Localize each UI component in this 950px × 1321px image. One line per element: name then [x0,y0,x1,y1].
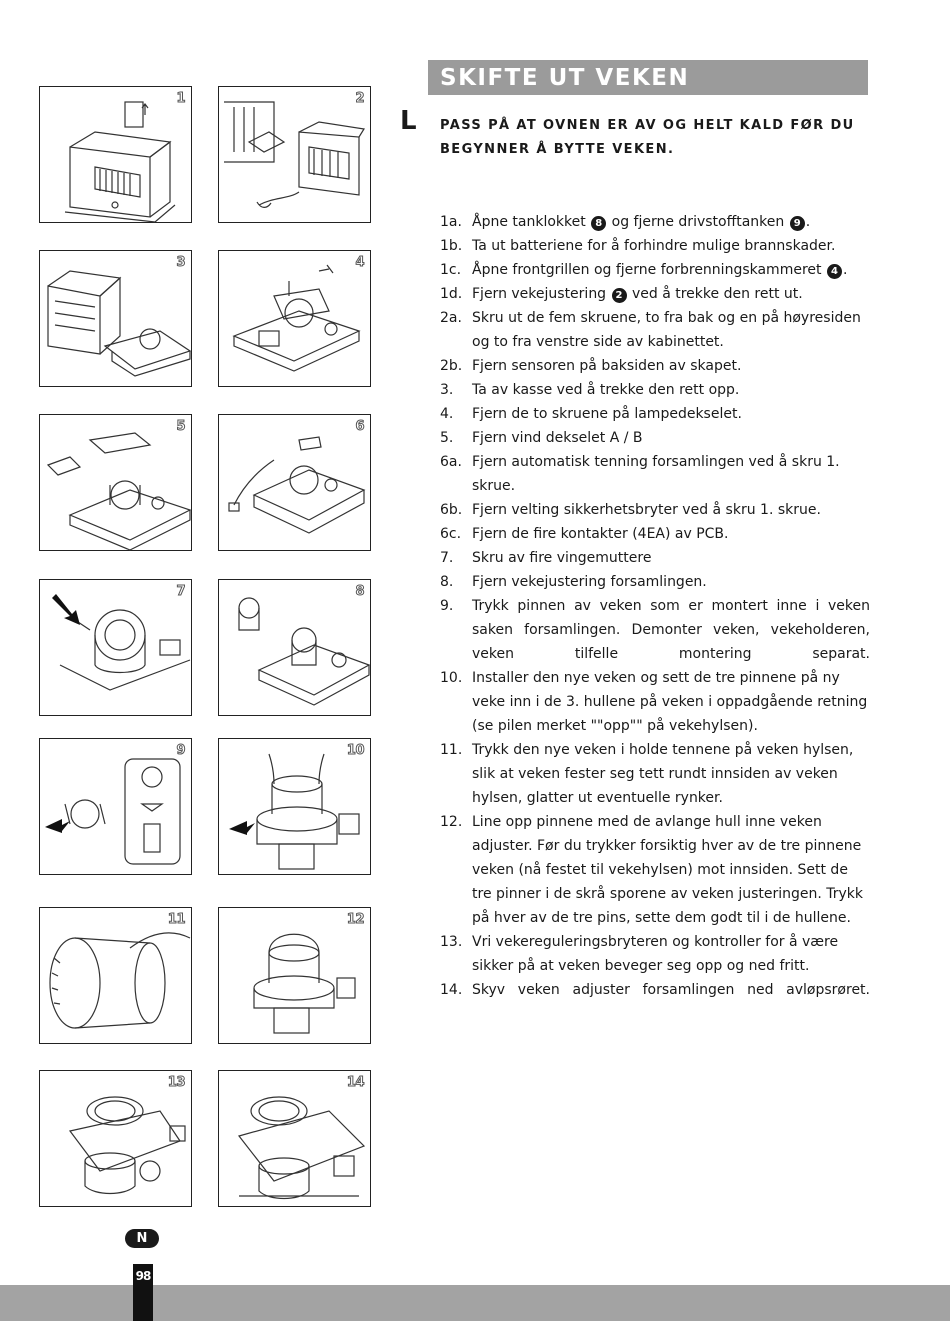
step-text: Fjern de to skruene på lampedekselet. [472,406,742,422]
step-number: 9. [440,598,454,614]
step-text: Fjern automatisk tenning forsamlingen ved å skru 1. skrue. [472,454,840,494]
step-item [440,666,870,738]
step-item [440,306,870,354]
figure-panel-13 [39,1070,192,1207]
figure-number: 10 [346,743,364,758]
step-number: 8. [440,574,454,590]
step-item [440,210,870,234]
figure-number: 13 [167,1075,185,1090]
figure-panel-12 [218,907,371,1044]
heater-illustration [40,87,193,224]
heater-illustration [219,739,372,876]
figure-number: 5 [176,419,185,434]
step-text-part: . [842,262,848,278]
step-item [440,282,870,306]
step-number: 5. [440,430,454,446]
page-number: 98 [133,1264,153,1321]
figure-panel-5 [39,414,192,551]
step-text [472,258,870,282]
heater-illustration [40,739,193,876]
step-number: 1c. [440,262,462,278]
figure-number: 1 [176,91,185,106]
step-text-part: Åpne frontgrillen og fjerne forbrenningskammeret [472,262,822,278]
step-item [440,402,870,426]
heater-illustration [219,908,372,1045]
heater-illustration [40,415,193,552]
step-text: Fjern vind dekselet A / B [472,430,643,446]
step-text [472,210,870,234]
step-item [440,258,870,282]
step-item [440,810,870,930]
step-item [440,738,870,810]
steps-list [440,210,870,1002]
step-item [440,570,870,594]
figure-panel-6 [218,414,371,551]
figure-panel-1 [39,86,192,223]
figure-number: 14 [346,1075,364,1090]
heater-illustration [219,1071,372,1208]
language-badge: N [125,1229,159,1248]
step-item [440,378,870,402]
step-text: Fjern vekejustering forsamlingen. [472,574,707,590]
figure-number: 7 [176,584,185,599]
section-letter: L [400,106,417,136]
step-text: Trykk den nye veken i holde tennene på veken hylsen, slik at veken fester seg tett rundt innsiden av veken hylsen, glatter ut eventuelle rynker. [472,742,854,806]
heater-illustration [219,251,372,388]
step-text-part: Fjern vekejustering [472,286,607,302]
step-text-part: Åpne tanklokket [472,214,586,230]
step-number: 2b. [440,358,463,374]
step-number: 6c. [440,526,462,542]
step-item [440,234,870,258]
step-text: Ta av kasse ved å trekke den rett opp. [472,382,740,398]
step-number: 6b. [440,502,463,518]
step-text: Fjern velting sikkerhetsbryter ved å skru 1. skrue. [472,502,821,518]
step-text: Fjern de fire kontakter (4EA) av PCB. [472,526,729,542]
step-number: 1b. [440,238,463,254]
step-item [440,354,870,378]
step-number: 1d. [440,286,463,302]
part-badge: 4 [827,264,842,279]
step-item [440,450,870,498]
figure-number: 4 [355,255,364,270]
heater-illustration [219,87,372,224]
step-text: Skyv veken adjuster forsamlingen ned avløpsrøret. [472,982,870,998]
figure-panel-4 [218,250,371,387]
step-text-part: og fjerne drivstofftanken [611,214,785,230]
step-number: 7. [440,550,454,566]
step-text-part: ved å trekke den rett ut. [631,286,803,302]
step-item [440,426,870,450]
figure-panel-2 [218,86,371,223]
step-item [440,930,870,978]
heater-illustration [219,415,372,552]
step-text [472,282,870,306]
step-item [440,498,870,522]
step-item [440,594,870,666]
step-number: 12. [440,814,463,830]
part-badge: 9 [790,216,805,231]
figure-number: 12 [346,912,364,927]
figure-panel-7 [39,579,192,716]
heater-illustration [40,1071,193,1208]
figure-number: 11 [167,912,185,927]
figure-panel-8 [218,579,371,716]
step-item [440,522,870,546]
heater-illustration [219,580,372,717]
step-number: 4. [440,406,454,422]
figure-panel-11 [39,907,192,1044]
step-text: Ta ut batteriene for å forhindre mulige brannskader. [472,238,836,254]
figure-panel-14 [218,1070,371,1207]
step-number: 13. [440,934,463,950]
step-text: Installer den nye veken og sett de tre pinnene på ny veke inn i de 3. hullene på veken i oppadgående retning (se pilen merket ""opp"" på vekehylsen). [472,670,868,734]
step-text: Vri vekereguleringsbryteren og kontroller for å være sikker på at veken beveger seg opp og ned fritt. [472,934,839,974]
step-text: Skru ut de fem skruene, to fra bak og en på høyresiden og to fra venstre side av kabinettet. [472,310,861,350]
figure-number: 9 [176,743,185,758]
step-number: 3. [440,382,454,398]
step-number: 14. [440,982,463,998]
step-number: 10. [440,670,463,686]
step-text: Trykk pinnen av veken som er montert inne i veken saken forsamlingen. Demonter veken, vekeholderen, veken tilfelle montering separat. [472,598,870,662]
warning-text: PASS PÅ AT OVNEN ER AV OG HELT KALD FØR DU BEGYNNER Å BYTTE VEKEN. [440,118,855,157]
figure-number: 6 [355,419,364,434]
figure-number: 2 [355,91,364,106]
figure-panel-9 [39,738,192,875]
step-item [440,546,870,570]
step-text-part: . [805,214,811,230]
step-text: Line opp pinnene med de avlange hull inne veken adjuster. Før du trykker forsiktig hver av de tre pinnene veken (nå festet til vekehylsen) mot innsiden. Sett de tre pinner i de skrå sporene av veken justeringen. Trykk på hver av de tre pins, sette dem godt til i de hullene. [472,814,864,926]
figure-panel-3 [39,250,192,387]
heater-illustration [40,580,193,717]
step-text: Skru av fire vingemuttere [472,550,652,566]
section-title: SKIFTE UT VEKEN [428,60,868,95]
figure-number: 8 [355,584,364,599]
step-number: 1a. [440,214,462,230]
figure-number: 3 [176,255,185,270]
part-badge: 8 [591,216,606,231]
step-number: 11. [440,742,463,758]
heater-illustration [40,908,193,1045]
step-item [440,978,870,1002]
heater-illustration [40,251,193,388]
step-text: Fjern sensoren på baksiden av skapet. [472,358,742,374]
step-number: 2a. [440,310,462,326]
step-number: 6a. [440,454,462,470]
figure-panel-10 [218,738,371,875]
part-badge: 2 [612,288,627,303]
